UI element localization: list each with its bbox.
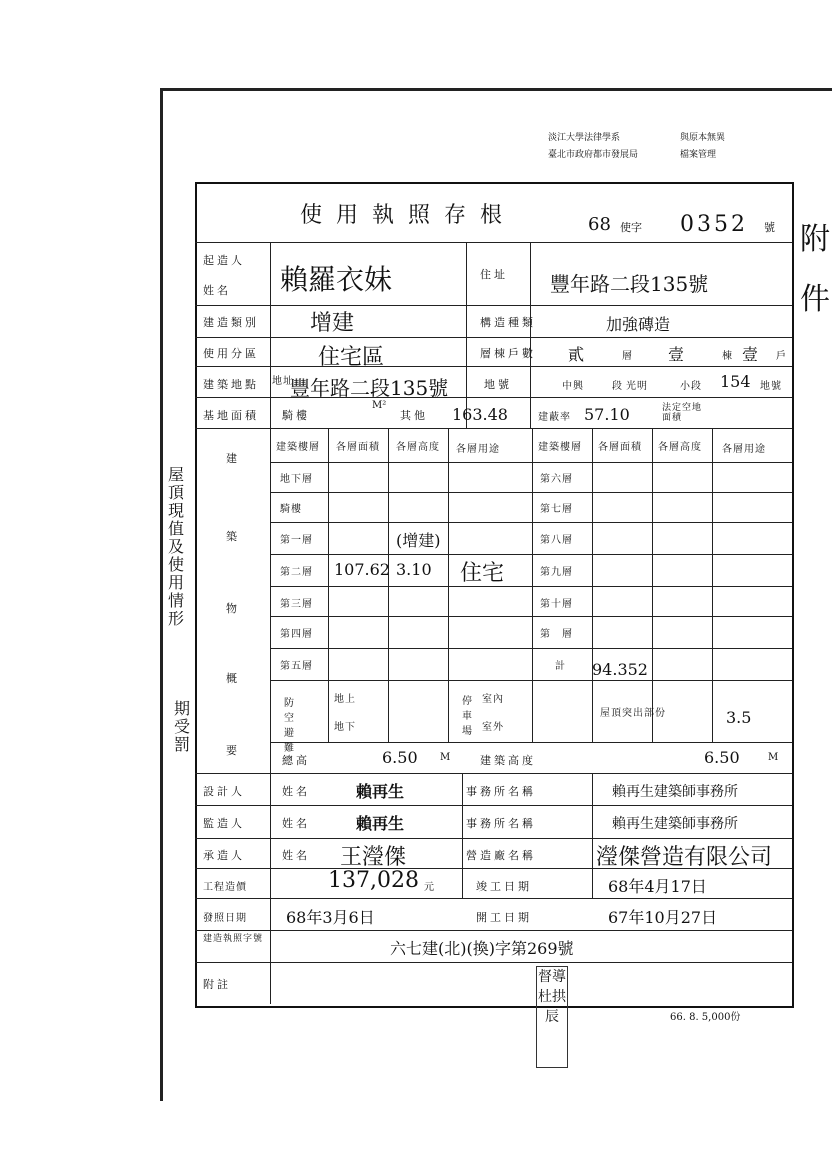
row-line (195, 838, 792, 839)
permit-value: 六七建(北)(換)字第269號 (390, 939, 574, 958)
units-unit: 戶 (776, 351, 787, 362)
floor-name: 第二層 (280, 567, 313, 578)
issue-label: 發照日期 (203, 913, 247, 924)
row-line (270, 492, 792, 493)
arcade-label: 騎樓 (282, 409, 310, 422)
col-line (712, 428, 713, 742)
unit-m: M (768, 752, 779, 763)
floor-name: 第一層 (280, 535, 313, 546)
side-char: 物 (226, 602, 240, 615)
row-line (270, 586, 792, 587)
margin-note-left: 屋頂現值及使用情形 (168, 465, 185, 628)
floor-name: 計 (555, 661, 566, 672)
stamp-right-2: 檔案管理 (680, 150, 717, 160)
coverage-value: 57.10 (584, 405, 630, 424)
row-line (270, 742, 792, 743)
structure-label: 構造種類 (480, 316, 536, 329)
site-addr-value: 豐年路二段135號 (290, 376, 449, 400)
designer-name: 賴再生 (356, 782, 405, 801)
type-label: 建造類別 (203, 316, 259, 329)
builder-name-label: 姓名 (203, 284, 231, 297)
firm-label: 營造廠名稱 (466, 849, 536, 862)
col-area-header-2: 各層面積 (598, 442, 642, 453)
roof-label: 屋頂突出部份 (600, 708, 666, 719)
row-line (270, 522, 792, 523)
bldg-value: 壹 (668, 345, 685, 364)
floor-name: 第十層 (540, 599, 573, 610)
col-line (466, 242, 467, 429)
total-area: 94.352 (592, 660, 648, 679)
other-value: 163.48 (452, 405, 508, 424)
address-value: 豐年路二段135號 (550, 272, 709, 296)
base-area-label: 基地面積 (203, 409, 259, 422)
col-line (530, 242, 531, 429)
floor-name: 地下層 (280, 474, 313, 485)
builder-label: 起造人 (203, 254, 245, 267)
unit-m2: M² (372, 400, 387, 411)
floor-name: 騎樓 (280, 504, 302, 515)
floor-name: 第四層 (280, 629, 313, 640)
bldg-unit: 棟 (722, 351, 733, 362)
row-line (195, 428, 792, 429)
note-label: 附註 (203, 978, 231, 991)
floor-name: 第九層 (540, 567, 573, 578)
address-label: 住址 (480, 268, 508, 281)
contractor-label: 承造人 (203, 849, 245, 862)
row-line (270, 554, 792, 555)
first-floor-note: (增建) (396, 531, 441, 550)
stamp-left-2: 臺北市政府都市發展局 (548, 150, 639, 160)
license-number: 0352 (680, 212, 748, 237)
office-label: 事務所名稱 (466, 785, 536, 798)
contractor-name: 王瀅傑 (340, 845, 407, 870)
floor-name: 第三層 (280, 599, 313, 610)
parking-indoor: 室內 (482, 694, 504, 705)
form-title: 使用執照存根 (300, 203, 517, 228)
roof-value: 3.5 (726, 708, 752, 727)
floor-name: 第七層 (540, 504, 573, 515)
floor-name: 第 層 (540, 629, 573, 640)
row-line (195, 242, 792, 243)
contractor-firm: 瀅傑營造有限公司 (596, 845, 773, 870)
name-label: 姓名 (282, 817, 310, 830)
col-line (448, 428, 449, 742)
zone-value: 住宅區 (318, 345, 385, 370)
supervisor-office: 賴再生建築師事務所 (612, 816, 738, 832)
col-area-header: 各層面積 (336, 442, 380, 453)
license-suffix: 號 (764, 221, 775, 234)
other-label: 其他 (400, 409, 428, 422)
row-line (270, 616, 792, 617)
row-line (270, 680, 792, 681)
row-line (195, 930, 792, 931)
row-line (195, 305, 792, 306)
lot-number: 154 (720, 372, 751, 391)
office-label: 事務所名稱 (466, 817, 536, 830)
unit-m: M (440, 752, 451, 763)
supervisor-name: 賴再生 (356, 814, 405, 833)
col-line (532, 428, 533, 742)
row-line (270, 648, 792, 649)
floors-value: 貳 (568, 345, 585, 364)
shelter-label: 防空避難 (284, 698, 295, 754)
row-line (195, 805, 792, 806)
legal-area-label: 法定空地面積 (662, 403, 703, 423)
print-info: 66. 8. 5,000份 (670, 1012, 741, 1023)
col-floor-header: 建築樓層 (276, 442, 320, 453)
cost-value: 137,028 (328, 868, 419, 893)
units-value: 壹 (742, 345, 759, 364)
done-value: 68年4月17日 (608, 877, 707, 896)
parking-outdoor: 室外 (482, 722, 504, 733)
shelter-below: 地下 (334, 722, 356, 733)
floors-unit: 層 (622, 351, 633, 362)
side-char: 要 (226, 744, 240, 757)
supervisor-label: 監造人 (203, 817, 245, 830)
cost-unit: 元 (424, 882, 435, 893)
coverage-label: 建蔽率 (538, 412, 571, 423)
floor-name: 第八層 (540, 535, 573, 546)
name-label: 姓名 (282, 785, 310, 798)
designer-label: 設計人 (203, 785, 245, 798)
col-use-header-2: 各層用途 (722, 444, 766, 455)
bldg-height-label: 建築高度 (480, 754, 536, 767)
col-line (462, 773, 463, 898)
second-floor-use: 住宅 (460, 561, 505, 586)
col-floor-header-2: 建築樓層 (538, 442, 582, 453)
second-floor-area: 107.62 (334, 560, 390, 579)
row-line (270, 462, 792, 463)
lot-number-word: 地號 (760, 381, 782, 392)
margin-note-left-2: 期受罰 (174, 699, 191, 754)
col-line (592, 428, 593, 742)
col-line (270, 242, 271, 1004)
builder-name: 賴羅衣妹 (280, 263, 393, 296)
side-char: 建 (226, 452, 240, 465)
side-char: 築 (226, 530, 240, 543)
row-line (195, 773, 792, 774)
lot-label: 地號 (484, 378, 512, 391)
license-year: 68 (588, 214, 611, 235)
permit-label: 建造執照字號 (203, 934, 264, 944)
total-height-value: 6.50 (382, 748, 418, 767)
structure-value: 加強磚造 (606, 315, 671, 334)
done-label: 竣工日期 (476, 880, 532, 893)
col-use-header: 各層用途 (456, 444, 500, 455)
total-height-label: 總高 (282, 754, 310, 767)
row-line (195, 962, 792, 963)
bldg-height-value: 6.50 (704, 748, 740, 767)
row-line (195, 898, 792, 899)
stamp-right-1: 與原本無異 (680, 133, 726, 143)
parking-label: 停車場 (462, 696, 473, 737)
col-line (652, 428, 653, 742)
start-label: 開工日期 (476, 911, 532, 924)
lot-subsection: 光明 (626, 381, 648, 392)
license-word: 使字 (620, 221, 642, 234)
seal-stamp: 督導杜拱辰 (536, 966, 568, 1068)
floor-name: 第六層 (540, 474, 573, 485)
lot-section: 中興 (562, 381, 584, 392)
side-char: 概 (226, 672, 240, 685)
col-line (388, 428, 389, 742)
cost-label: 工程造價 (203, 882, 247, 893)
second-floor-height: 3.10 (396, 560, 432, 579)
row-line (195, 337, 792, 338)
designer-office: 賴再生建築師事務所 (612, 784, 738, 800)
type-value: 增建 (310, 311, 355, 336)
floor-name: 第五層 (280, 661, 313, 672)
issue-value: 68年3月6日 (286, 908, 375, 927)
zone-label: 使用分區 (203, 347, 259, 360)
lot-section-word: 段 (612, 381, 623, 392)
site-addr-label: 地址 (272, 376, 294, 387)
name-label: 姓名 (282, 849, 310, 862)
shelter-above: 地上 (334, 694, 356, 705)
right-margin-text: 附件 (800, 222, 830, 317)
row-line (195, 397, 792, 398)
site-label: 建築地點 (203, 378, 259, 391)
col-height-header: 各層高度 (396, 442, 440, 453)
floors-label: 層棟戶數 (480, 347, 536, 360)
col-line (592, 773, 593, 898)
row-line (195, 366, 792, 367)
lot-subsection-word: 小段 (680, 381, 702, 392)
stamp-left-1: 淡江大學法律學系 (548, 133, 621, 143)
start-value: 67年10月27日 (608, 908, 718, 927)
col-line (328, 428, 329, 742)
col-height-header-2: 各層高度 (658, 442, 702, 453)
